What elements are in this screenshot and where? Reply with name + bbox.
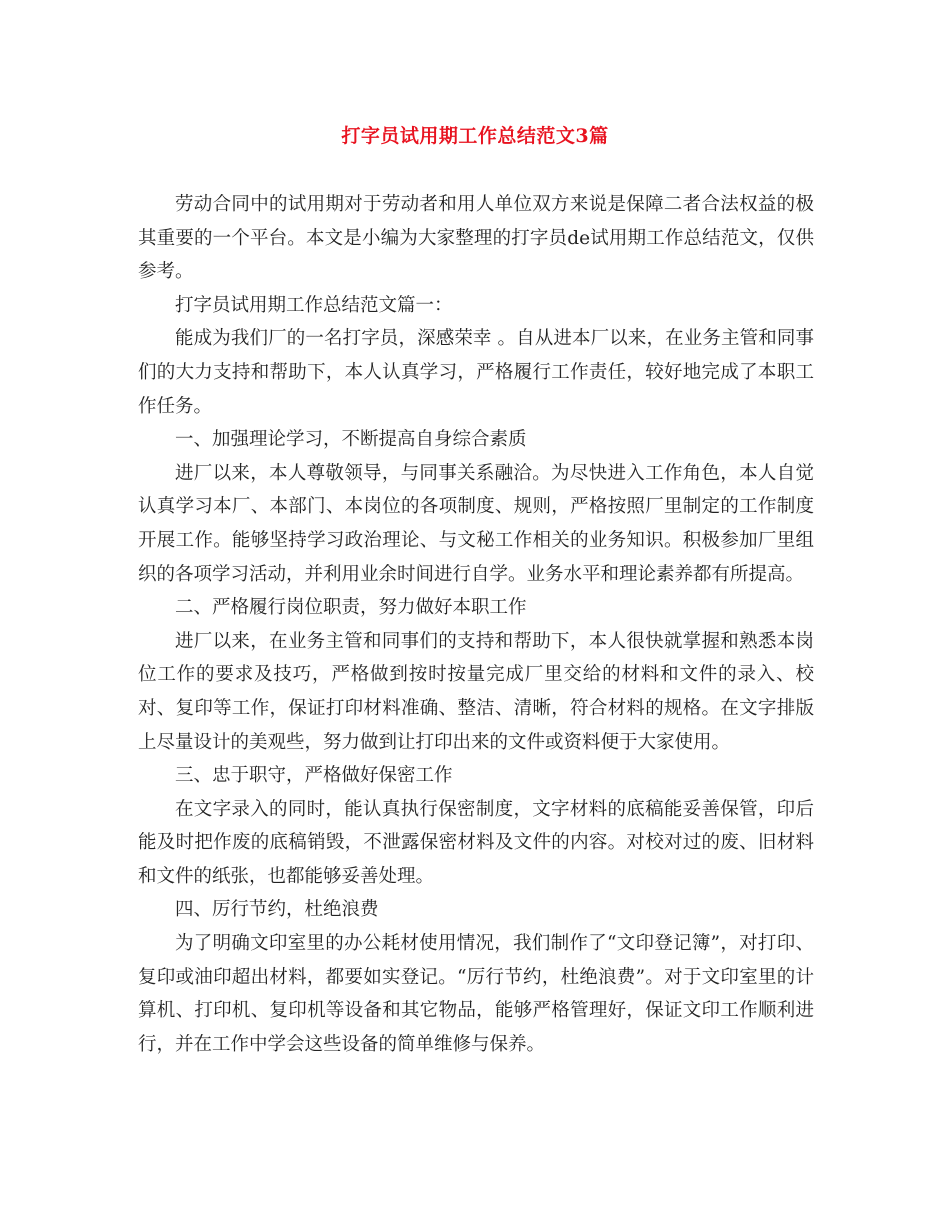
- paragraph-intro: 劳动合同中的试用期对于劳动者和用人单位双方来说是保障二者合法权益的极其重要的一个平台。本文是小编为大家整理的打字员de试用期工作总结范文，仅供参考。: [138, 194, 814, 283]
- paragraph-opening: 能成为我们厂的一名打字员，深感荣幸 。自从进本厂以来，在业务主管和同事们的大力支持和帮助下，本人认真学习，严格履行工作责任，较好地完成了本职工作任务。: [138, 328, 814, 417]
- document-title: 打字员试用期工作总结范文3篇: [341, 125, 609, 147]
- section-body-4: 为了明确文印室里的办公耗材使用情况，我们制作了“文印登记簿”，对打印、复印或油印超出材料，都要如实登记。“厉行节约，杜绝浪费”。对于文印室里的计算机、打印机、复印机等设备和其它物品，能够严格管理好，保证文印工作顺利进行，并在工作中学会这些设备的简单维修与保养。: [138, 933, 814, 1055]
- section-body-2: 进厂以来，在业务主管和同事们的支持和帮助下，本人很快就掌握和熟悉本岗位工作的要求及技巧，严格做到按时按量完成厂里交给的材料和文件的录入、校对、复印等工作，保证打印材料准确、整洁、清晰，符合材料的规格。在文字排版上尽量设计的美观些，努力做到让打印出来的文件或资料便于大家使用。: [138, 630, 814, 753]
- document-body: [138, 188, 814, 1061]
- section-body-3: 在文字录入的同时，能认真执行保密制度，文字材料的底稿能妥善保管，印后能及时把作废的底稿销毁，不泄露保密材料及文件的内容。对校对过的废、旧材料和文件的纸张，也都能够妥善处理。: [138, 798, 814, 887]
- section-heading-1: 一、加强理论学习，不断提高自身综合素质: [175, 429, 527, 451]
- section-heading-2: 二、严格履行岗位职责，努力做好本职工作: [175, 597, 527, 619]
- section-heading-3: 三、忠于职守，严格做好保密工作: [175, 765, 453, 787]
- section-body-1: 进厂以来，本人尊敬领导，与同事关系融洽。为尽快进入工作角色，本人自觉认真学习本厂、本部门、本岗位的各项制度、规则，严格按照厂里制定的工作制度开展工作。能够坚持学习政治理论、与文秘工作相关的业务知识。积极参加厂里组织的各项学习活动，并利用业余时间进行自学。业务水平和理论素养都有所提高。: [138, 462, 814, 585]
- section-heading-4: 四、厉行节约，杜绝浪费: [175, 899, 379, 921]
- paragraph-part-one-heading: 打字员试用期工作总结范文篇一：: [175, 294, 453, 316]
